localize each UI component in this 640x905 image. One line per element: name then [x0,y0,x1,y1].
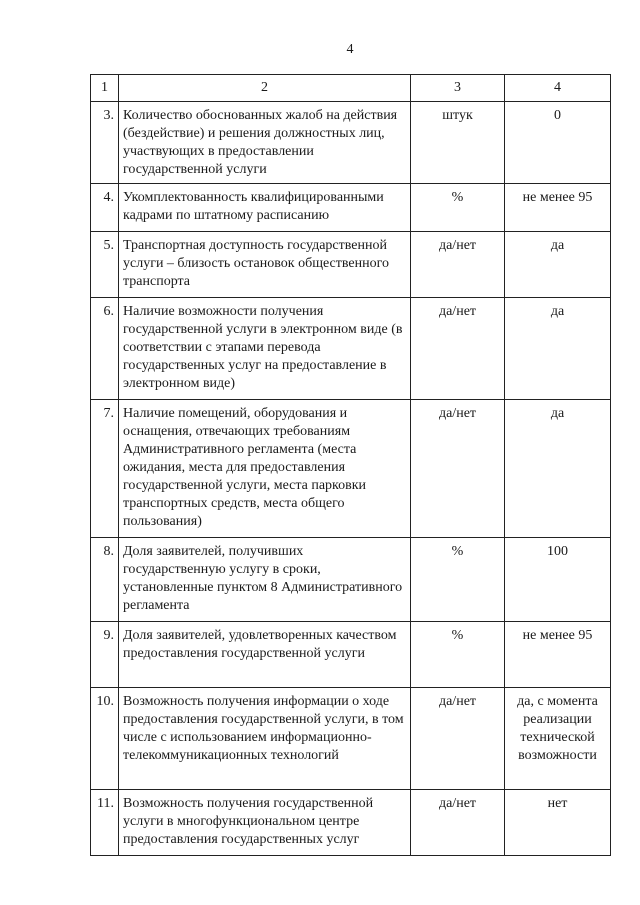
row-number: 10. [91,688,119,790]
unit-cell: штук [411,102,505,184]
value-cell: 0 [505,102,611,184]
value-cell: да [505,232,611,298]
indicator-name: Укомплектованность квалифицированными кадрами по штатному расписанию [119,184,411,232]
indicator-name: Количество обоснованных жалоб на действия (бездействие) и решения должностных лиц, участвующих в предоставлении государственной услуги [119,102,411,184]
row-number: 8. [91,538,119,622]
table-row [91,400,611,538]
indicator-name: Наличие возможности получения государственной услуги в электронном виде (в соответствии с этапами перевода государственных услуг на предоставление в электронном виде) [119,298,411,400]
unit-cell: % [411,184,505,232]
table-row [91,688,611,790]
table-row [91,622,611,688]
row-number: 4. [91,184,119,232]
unit-cell: % [411,538,505,622]
indicator-name: Доля заявителей, получивших государственную услугу в сроки, установленные пунктом 8 Административного регламента [119,538,411,622]
table-row [91,232,611,298]
indicator-name: Возможность получения информации о ходе предоставления государственной услуги, в том числе с использованием информационно-телекоммуникационных технологий [119,688,411,790]
value-cell: не менее 95 [505,184,611,232]
header-cell-1: 1 [91,75,119,102]
unit-cell: да/нет [411,688,505,790]
header-cell-4: 4 [505,75,611,102]
row-number: 11. [91,790,119,856]
header-cell-2: 2 [119,75,411,102]
row-number: 9. [91,622,119,688]
table-row [91,538,611,622]
row-number: 5. [91,232,119,298]
table-row [91,184,611,232]
unit-cell: да/нет [411,232,505,298]
indicator-name: Возможность получения государственной услуги в многофункциональном центре предоставления государственных услуг [119,790,411,856]
table-header-row [91,75,611,102]
row-number: 3. [91,102,119,184]
value-cell: да [505,298,611,400]
indicators-table [90,74,611,856]
page-number: 4 [346,42,354,57]
value-cell: 100 [505,538,611,622]
unit-cell: да/нет [411,298,505,400]
row-number: 7. [91,400,119,538]
indicator-name: Транспортная доступность государственной услуги – близость остановок общественного транспорта [119,232,411,298]
value-cell: нет [505,790,611,856]
table-row [91,790,611,856]
table-row [91,102,611,184]
indicator-name: Доля заявителей, удовлетворенных качеством предоставления государственной услуги [119,622,411,688]
value-cell: да, с момента реализации технической возможности [505,688,611,790]
value-cell: да [505,400,611,538]
header-cell-3: 3 [411,75,505,102]
unit-cell: да/нет [411,790,505,856]
indicator-name: Наличие помещений, оборудования и оснащения, отвечающих требованиям Административного регламента (места ожидания, места для предоставления государственной услуги, места парковки транспортных средств, места общего пользования) [119,400,411,538]
table-row [91,298,611,400]
row-number: 6. [91,298,119,400]
unit-cell: % [411,622,505,688]
unit-cell: да/нет [411,400,505,538]
value-cell: не менее 95 [505,622,611,688]
